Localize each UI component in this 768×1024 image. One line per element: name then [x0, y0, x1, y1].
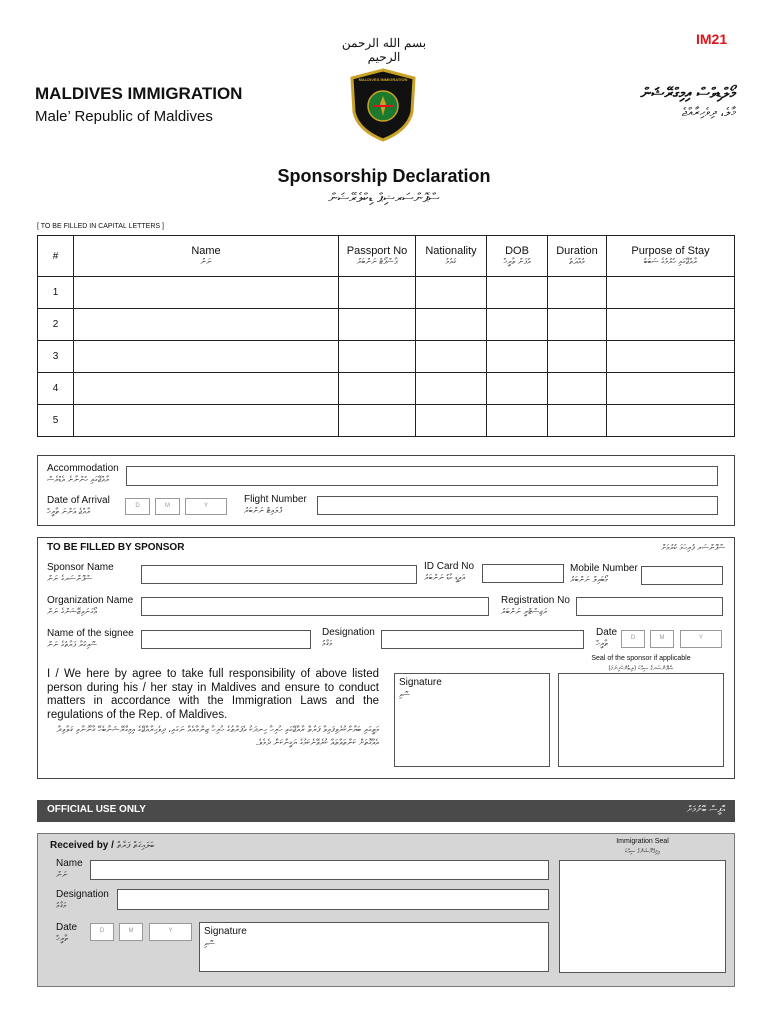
org-sub-dv: މާލެ، ދިވެހިރާއްޖެ — [681, 105, 736, 119]
col-nationality: Nationality ޤައުމު — [416, 236, 487, 277]
cell-duration[interactable] — [548, 373, 607, 405]
signee-label: Name of the signee — [47, 628, 134, 639]
arrival-year-field[interactable]: Y — [185, 498, 227, 515]
accommodation-label: Accommodation — [47, 463, 119, 474]
arrival-label: Date of Arrival — [47, 495, 110, 506]
declaration-text: I / We here by agree to take full responsibility of above listed person during his / her stay in Maldives and ensure to conduct matters in accordance with the Immigration Laws and the regulations of the Rep. of Maldives. — [47, 668, 379, 721]
sponsor-name-label: Sponsor Name — [47, 562, 114, 573]
cell-purpose[interactable] — [607, 309, 735, 341]
col-purpose: Purpose of Stay ރާއްޖޭގައި ހުރުމުގެ ސަބަބު — [607, 236, 735, 277]
mobile-label-dv: މޯބައިލް ނަންބަރު — [570, 575, 609, 584]
official-signature-label-dv: ސޮއި — [204, 939, 215, 948]
cell-nationality[interactable] — [416, 341, 487, 373]
flight-number-field[interactable] — [317, 496, 718, 515]
cell-dob[interactable] — [487, 309, 548, 341]
cell-dob[interactable] — [487, 277, 548, 309]
table-row — [38, 405, 735, 437]
official-date-month-field[interactable]: M — [119, 923, 143, 941]
persons-table — [37, 235, 735, 437]
official-designation-field[interactable] — [117, 889, 549, 910]
cell-name[interactable] — [74, 341, 339, 373]
id-card-field[interactable] — [482, 564, 564, 583]
received-by-text: Received by / — [50, 840, 114, 851]
cell-name[interactable] — [74, 405, 339, 437]
id-card-label: ID Card No — [424, 561, 475, 572]
arrival-month-field[interactable]: M — [155, 498, 180, 515]
official-date-year-field[interactable]: Y — [149, 923, 192, 941]
cell-name[interactable] — [74, 309, 339, 341]
sponsor-date-day-field[interactable]: D — [621, 630, 645, 648]
cell-duration[interactable] — [548, 309, 607, 341]
cell-passport[interactable] — [339, 277, 416, 309]
row-number: 5 — [38, 405, 74, 437]
sponsor-designation-label-dv: މަޤާމު — [322, 639, 333, 648]
official-name-label-dv: ނަން — [56, 870, 68, 879]
sponsor-date-year-field[interactable]: Y — [680, 630, 722, 648]
official-signature-box[interactable] — [199, 922, 549, 972]
sponsor-designation-field[interactable] — [381, 630, 584, 649]
immigration-seal-caption-dv: އިމިގްރޭޝަންގެ ސިއްކަ — [625, 848, 660, 855]
arrival-label-dv: ރާއްޖެ އަންނަ ތާރީޚް — [47, 507, 91, 516]
cell-purpose[interactable] — [607, 277, 735, 309]
received-by-text-dv: ބަލައިގަތް ފަރާތް — [116, 841, 155, 851]
cell-passport[interactable] — [339, 405, 416, 437]
sponsor-name-field[interactable] — [141, 565, 417, 584]
cell-nationality[interactable] — [416, 277, 487, 309]
immigration-seal-box[interactable] — [559, 860, 726, 973]
cell-purpose[interactable] — [607, 373, 735, 405]
official-use-label-dv: އޮފީސް ބޭނުމަށް — [686, 805, 725, 815]
official-date-label-dv: ތާރީޚް — [56, 934, 68, 943]
cell-purpose[interactable] — [607, 405, 735, 437]
accommodation-field[interactable] — [126, 466, 718, 486]
col-name: Name ނަން — [74, 236, 339, 277]
fill-note: [ TO BE FILLED IN CAPITAL LETTERS ] — [37, 223, 164, 230]
org-name-label: Organization Name — [47, 595, 134, 606]
immigration-seal-caption: Immigration Seal — [616, 838, 669, 845]
sponsor-designation-label: Designation — [322, 627, 375, 638]
cell-dob[interactable] — [487, 405, 548, 437]
official-designation-label: Designation — [56, 889, 109, 900]
cell-dob[interactable] — [487, 373, 548, 405]
cell-nationality[interactable] — [416, 373, 487, 405]
official-date-day-field[interactable]: D — [90, 923, 114, 941]
org-name-label-dv: އޯގަނައިޒޭޝަންގެ ނަން — [47, 607, 97, 616]
cell-dob[interactable] — [487, 341, 548, 373]
mobile-field[interactable] — [641, 566, 723, 585]
cell-purpose[interactable] — [607, 341, 735, 373]
cell-duration[interactable] — [548, 341, 607, 373]
cell-name[interactable] — [74, 277, 339, 309]
seal-caption: Seal of the sponsor if applicable — [591, 655, 691, 662]
table-header-row — [38, 236, 735, 277]
cell-nationality[interactable] — [416, 405, 487, 437]
org-name-dv: މޯލްޑިވްސް އިމިގްރޭޝަން — [640, 84, 736, 102]
received-by-label — [50, 840, 154, 851]
row-number: 3 — [38, 341, 74, 373]
row-number: 2 — [38, 309, 74, 341]
org-sub: Male’ Republic of Maldives — [35, 108, 213, 125]
registration-field[interactable] — [576, 597, 723, 616]
sponsor-signature-label-dv: ސޮއި — [399, 690, 410, 699]
col-passport: Passport No ޕާސްޕޯޓް ނަންބަރު — [339, 236, 416, 277]
table-row — [38, 373, 735, 405]
flight-label-dv: ފްލައިޓް ނަންބަރު — [244, 506, 283, 515]
form-code: IM21 — [696, 31, 728, 47]
signee-name-field[interactable] — [141, 630, 311, 649]
cell-nationality[interactable] — [416, 309, 487, 341]
cell-duration[interactable] — [548, 277, 607, 309]
flight-label: Flight Number — [244, 494, 307, 505]
form-title: Sponsorship Declaration — [277, 166, 491, 186]
id-card-label-dv: އައިޑީ ކާޑު ނަންބަރު — [424, 573, 466, 582]
cell-name[interactable] — [74, 373, 339, 405]
col-dob: DOB އުފަން ތާރީޚް — [487, 236, 548, 277]
table-row — [38, 309, 735, 341]
cell-passport[interactable] — [339, 373, 416, 405]
signee-label-dv: ސޮއިކުރާ ފަރާތުގެ ނަން — [47, 640, 97, 649]
cell-passport[interactable] — [339, 341, 416, 373]
form-title-dv: ސްޕޮންސަރޝިޕް ޑިކްލެރޭޝަން — [328, 191, 440, 206]
org-name-field[interactable] — [141, 597, 489, 616]
sponsor-name-label-dv: ސްޕޮންސަރގެ ނަން — [47, 574, 92, 583]
official-signature-label: Signature — [204, 926, 247, 937]
official-date-label: Date — [56, 922, 78, 933]
sponsor-date-label-dv: ތާރީޚް — [596, 639, 608, 648]
row-number: 4 — [38, 373, 74, 405]
cell-duration[interactable] — [548, 405, 607, 437]
official-name-label: Name — [56, 858, 83, 869]
basmala: بسم الله الرحمن الرحيم — [341, 36, 427, 64]
official-use-label: OFFICIAL USE ONLY — [47, 804, 146, 815]
arrival-day-field[interactable]: D — [125, 498, 150, 515]
mobile-label: Mobile Number — [570, 563, 638, 574]
table-row — [38, 277, 735, 309]
sponsor-seal-box[interactable] — [558, 673, 724, 767]
col-duration: Duration މުއްދަތު — [548, 236, 607, 277]
official-name-field[interactable] — [90, 860, 549, 880]
registration-label: Registration No — [501, 595, 570, 606]
sponsor-date-label: Date — [596, 627, 618, 638]
sponsor-heading: TO BE FILLED BY SPONSOR — [47, 542, 185, 553]
accommodation-label-dv: ރާއްޖޭގައި ހުންނާނެ އެޑްރެސް — [47, 475, 110, 484]
cell-passport[interactable] — [339, 309, 416, 341]
sponsor-date-month-field[interactable]: M — [650, 630, 674, 648]
sponsor-heading-dv: ސްޕޮންސަރ ފުރިހަމަ ކުރުމަށް — [661, 543, 725, 552]
declaration-text-dv: މަތީގައި ބަޔާންކުރެވިފައިވާ ފަރާތް ރާއްޖޭގައި ހުރިހާ ހިނދަކު އެފަރާތުގެ ހުރިހާ ޒިންމާއެއް ނަގައި، ދިވެހިރާއްޖޭގެ އިމިގްރޭޝަނާބެހޭ ޤާނޫނާއި ޤަވާޢިދާ އެއްގޮތަށް ކަންތައްތައް ކުރެވޭނެކަމުގެ ޔަޤީންކަން ދެމެވެ. — [56, 725, 379, 748]
seal-caption-dv: ސްޕޮންސަރގެ ސިއްކަ (ލިބެންހުރިނަމަ) — [608, 665, 674, 672]
col-number: # — [38, 236, 74, 277]
row-number: 1 — [38, 277, 74, 309]
registration-label-dv: ރަޖިސްޓްރީ ނަންބަރު — [501, 607, 548, 616]
sponsor-signature-label: Signature — [399, 677, 442, 688]
logo-text: MALDIVES IMMIGRATION — [358, 77, 408, 82]
table-row — [38, 341, 735, 373]
org-name: MALDIVES IMMIGRATION — [35, 84, 243, 103]
official-designation-label-dv: މަޤާމު — [56, 901, 67, 910]
